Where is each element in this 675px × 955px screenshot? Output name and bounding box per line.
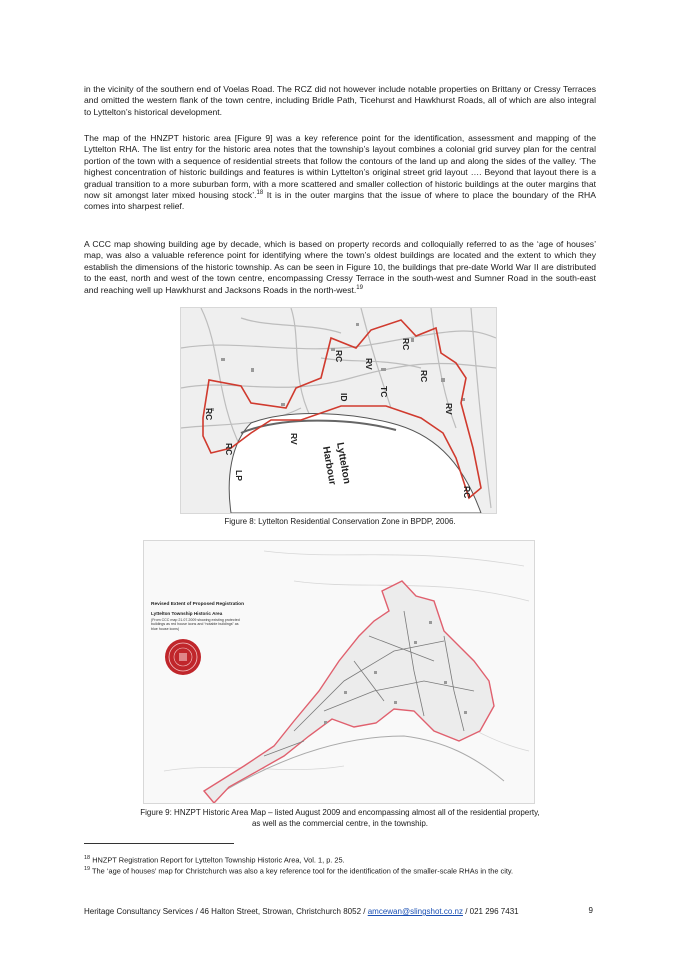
legend-title: Revised Extent of Proposed Registration: [151, 602, 245, 607]
footnote-ref-19[interactable]: 19: [356, 284, 363, 291]
footnote-ref-18[interactable]: 18: [256, 190, 264, 197]
zone-label: RC: [462, 486, 472, 499]
legend-subtitle: Lyttelton Township Historic Area: [151, 611, 223, 616]
zone-label: RC: [204, 408, 214, 421]
footer-email-link[interactable]: amcewan@slingshot.co.nz: [367, 907, 463, 916]
footnote-text: The ‘age of houses’ map for Christchurch was also a key reference tool for the identification of the smaller-scale RHAs in the city.: [92, 866, 514, 876]
hnzpt-seal-icon: [165, 639, 201, 675]
figure-8-map: [180, 307, 497, 514]
footnote-number: 18: [84, 855, 91, 861]
figure-9-caption-line-1: Figure 9: HNZPT Historic Area Map – listed August 2009 and encompassing almost all of the residential property,: [140, 808, 540, 817]
figure-9-map: [143, 540, 535, 804]
page-footer: [84, 906, 600, 917]
footnote-19: [84, 864, 513, 876]
zone-label: ID: [339, 393, 349, 402]
figure-9-caption: [84, 807, 596, 829]
harbour-label-line-1: Lyttelton: [334, 441, 353, 485]
page-number: 9: [588, 906, 593, 915]
footnote-separator: [84, 843, 234, 844]
footnote-number: 19: [84, 866, 91, 872]
zone-label: RC: [419, 370, 429, 383]
paragraph-3: [84, 239, 596, 296]
paragraph-3-text: A CCC map showing building age by decade, which is based on property records and colloquially referred to as the ‘age of houses’ map, was also a valuable reference point for identifying where the town’s oldest buildings are located and the extent to which they establish the dimensions of the historic township. As can be seen in Figure 10, the buildings that pre-date World War II are distributed to the east, north and west of the town centre, encompassing Cressy Terrace in the south-west and Sumner Road in the south-east and reaching well up Hawkhurst and Jacksons Roads in the north-west.: [84, 239, 596, 295]
footer-phone: / 021 296 7431: [462, 907, 519, 916]
footnote-text: HNZPT Registration Report for Lyttelton Township Historic Area, Vol. 1, p. 25.: [92, 855, 345, 865]
zone-label: LP: [234, 470, 244, 481]
zone-label: RV: [289, 433, 299, 445]
harbour-label-line-2: Harbour: [320, 445, 338, 486]
figure-9-map-svg: [144, 541, 534, 803]
figure-8-map-svg: [181, 308, 496, 513]
zone-label: RC: [334, 350, 344, 363]
paragraph-2-tail: It is in the outer margins that the issue of where to place the boundary of the RHA comes into sharpest relief.: [84, 190, 596, 212]
figure-9-caption-line-2: as well as the commercial centre, in the township.: [251, 819, 429, 828]
legend-note: (From CCC map 21.07.2009 showing existing protected buildings as red house icons and “notable buildings” as blue house icons): [151, 618, 240, 631]
footer-address: Heritage Consultancy Services / 46 Halton Street, Strowan, Christchurch 8052 /: [84, 907, 368, 916]
paragraph-2: [84, 133, 596, 213]
paragraph-1: in the vicinity of the southern end of Voelas Road. The RCZ did not however include notable properties on Brittany or Cressy Terraces and omitted the western flank of the town centre, including Bridle Path, Ticehurst and Hawkhurst Roads, all of which are also integral to Lyttelton’s historical development.: [84, 84, 596, 117]
figure-8-caption: Figure 8: Lyttelton Residential Conservation Zone in BPDP, 2006.: [224, 517, 456, 526]
zone-label: RC: [401, 338, 411, 351]
zone-label: RV: [364, 358, 374, 370]
zone-label: RC: [224, 443, 234, 456]
zone-label: TC: [379, 386, 389, 398]
paragraph-2-text: The map of the HNZPT historic area [Figure 9] was a key reference point for the identification, assessment and mapping of the Lyttelton RHA. The list entry for the historic area notes that the township’s layout combines a colonial grid survey plan for the central portion of the town with a sequence of residential streets that follow the contours of the land up and along the sides of the valley. ‘The highest concentration of historic buildings and features is within Lyttelton’s original street grid layout …. Beyond that layout there is a gradual transition to a more suburban form, with a more scattered and smaller collection of historic buildings at the outer margins that now sit amongst later mixed housing stock’.: [84, 133, 596, 201]
zone-label: RV: [444, 403, 454, 415]
